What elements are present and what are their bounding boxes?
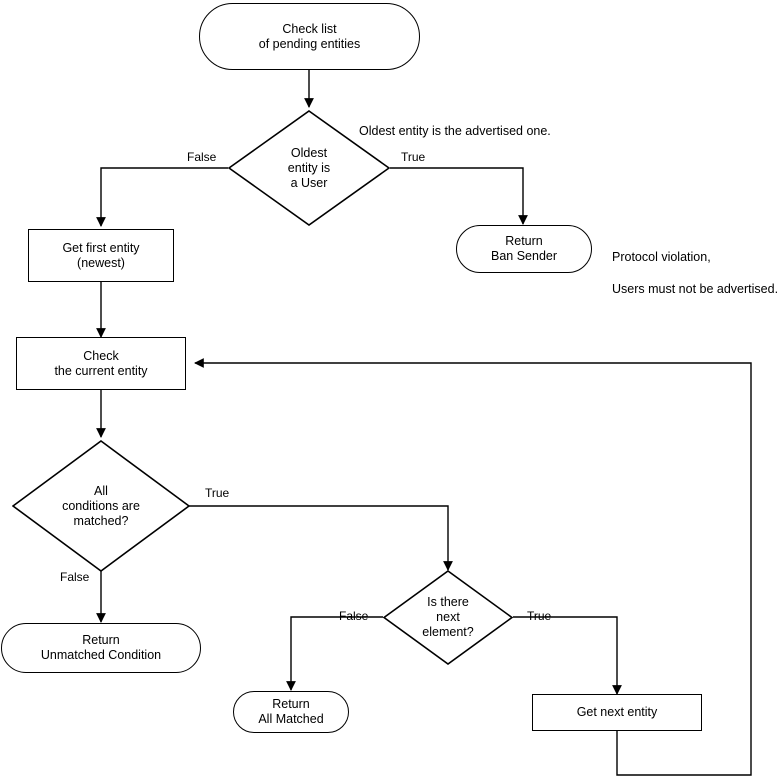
node-check-current-entity-line2: the current entity <box>54 363 148 378</box>
node-get-next-entity[interactable] <box>532 694 702 731</box>
node-conditions-line1: All <box>94 483 108 498</box>
note-advertised: Oldest entity is the advertised one. <box>359 124 551 138</box>
node-return-ban-sender[interactable] <box>456 225 592 273</box>
node-get-first-entity-line2: (newest) <box>77 255 125 270</box>
edge-label-next-false: False <box>339 609 369 623</box>
node-oldest-entity-is-user-label <box>228 146 390 191</box>
edge-label-oldest-false: False <box>187 150 217 164</box>
node-return-unmatched-condition[interactable] <box>1 623 201 673</box>
node-conditions-line3: matched? <box>73 513 129 528</box>
edge-label-conditions-true: True <box>205 486 230 500</box>
node-check-list-line1: Check list <box>282 21 337 36</box>
note-protocol-violation <box>612 233 778 313</box>
node-get-first-entity[interactable] <box>28 229 174 282</box>
node-is-there-next-element[interactable] <box>383 570 513 665</box>
edge-label-next-true: True <box>527 609 552 623</box>
node-conditions-line2: conditions are <box>62 498 140 513</box>
node-all-conditions-matched-label <box>12 484 190 529</box>
node-return-all-matched[interactable] <box>233 691 349 733</box>
note-violation-line1: Protocol violation, <box>612 250 711 264</box>
node-next-line2: next <box>436 610 460 624</box>
node-check-current-entity-line1: Check <box>83 348 119 363</box>
node-oldest-line1: Oldest <box>290 145 328 160</box>
node-all-matched-line1: Return <box>272 697 310 711</box>
node-unmatched-line2: Unmatched Condition <box>40 648 162 662</box>
node-check-current-entity[interactable] <box>16 337 186 390</box>
note-violation-line2: Users must not be advertised. <box>612 282 779 296</box>
node-all-matched-line2: All Matched <box>258 712 324 726</box>
node-ban-sender-line2: Ban Sender <box>490 249 558 263</box>
node-next-line1: Is there <box>427 595 469 609</box>
edge-label-conditions-false: False <box>60 570 90 584</box>
node-ban-sender-line1: Return <box>505 234 543 248</box>
node-get-next-entity-label: Get next entity <box>576 705 658 719</box>
node-get-first-entity-line1: Get first entity <box>62 240 140 255</box>
node-oldest-line3: a User <box>290 175 328 190</box>
node-oldest-line2: entity is <box>287 160 331 175</box>
edge-label-oldest-true: True <box>401 150 426 164</box>
node-check-list[interactable] <box>199 3 420 70</box>
node-is-there-next-element-label <box>383 595 513 640</box>
node-unmatched-line1: Return <box>82 633 120 647</box>
node-next-line3: element? <box>422 625 474 639</box>
node-all-conditions-matched[interactable] <box>12 440 190 572</box>
node-check-list-line2: of pending entities <box>258 36 361 51</box>
